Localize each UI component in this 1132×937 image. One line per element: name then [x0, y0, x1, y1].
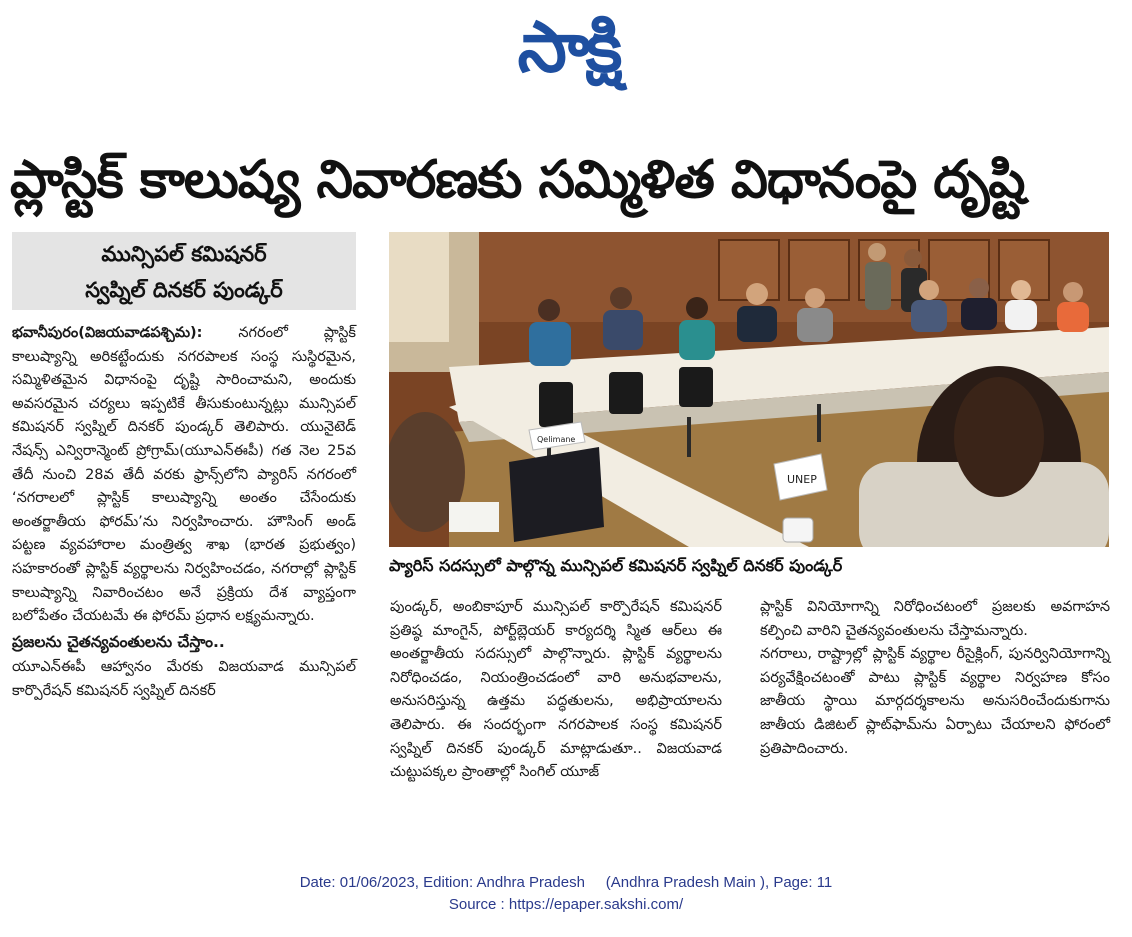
placard-unep: UNEP: [787, 473, 817, 486]
masthead-logo: సాక్షి: [517, 5, 619, 88]
photo-caption: ప్యారిస్ సదస్సులో పాల్గొన్న మున్సిపల్ కమిషనర్ స్వప్నిల్ దినకర్ పుండ్కర్: [389, 556, 843, 575]
paragraph-3: పుండ్కర్, అంబికాపూర్ మున్సిపల్ కార్పొరేషన్ కమిషనర్ ప్రతిష్ఠ మాంగైన్, పోర్ట్‌బ్లెయర్ కార్యదర్శి స్మిత ఆర్‌లు ఈ అంతర్జాతీయ సదస్సులో పాల్గొన్నారు. ప్లాస్టిక్ వ్యర్థాలను నిరోధించడం, నియంత్రించడంలో వారి అనుభవాలను, అనుసరిస్తున్న ఉత్తమ పద్ధతులను, అభిప్రాయాలను తెలిపారు. ఈ సందర్భంగా నగరపాలక సంస్థ కమిషనర్ స్వప్నిల్ దినకర్ పుండ్కర్ మాట్లాడుతూ.. విజయవాడ చుట్టుపక్కల ప్రాంతాల్లో సింగిల్ యూజ్: [390, 599, 722, 781]
kicker-line-2: స్వప్నిల్ దినకర్ పుండ్కర్: [85, 278, 283, 302]
dateline: భవానీపురం(విజయవాడపశ్చిమ):: [12, 325, 203, 341]
page-footer: [0, 872, 1132, 916]
article-subhead: ప్రజలను చైతన్యవంతులను చేస్తాం..: [12, 632, 225, 651]
footer-source-line: [0, 894, 1132, 916]
placard-qelimane: Qelimane: [537, 435, 576, 444]
paragraph-2: యూఎన్ఈపీ ఆహ్వానం మేరకు విజయవాడ మున్సిపల్ కార్పొరేషన్ కమిషనర్ స్వప్నిల్ దినకర్: [12, 659, 356, 699]
article-column-1: [12, 322, 356, 704]
meeting-photo: [389, 232, 1109, 547]
paragraph-4: ప్లాస్టిక్ వినియోగాన్ని నిరోధించటంలో ప్రజలకు అవగాహన కల్పించి వారిని చైతన్యవంతులను చేస్తామన్నారు.: [760, 599, 1110, 639]
footer-source-label: Source :: [448, 896, 509, 913]
article-kicker: [12, 232, 356, 310]
footer-date-line: Date: 01/06/2023, Edition: Andhra Pradesh (Andhra Pradesh Main ), Page: 11: [299, 874, 833, 891]
kicker-line-1: మున్సిపల్ కమిషనర్: [101, 242, 267, 266]
paragraph-1-text: నగరంలో ప్లాస్టిక్ కాలుష్యాన్ని అరికట్టేందుకు నగరపాలక సంస్థ సుస్థిరమైన, సమ్మిళితమైన విధానంపై దృష్టి సారించామని, అందుకు అవసరమైన చర్యలు ఇప్పటికే తీసుకుంటున్నట్లు మున్సిపల్ కమిషనర్ స్వప్నిల్ దినకర్ పుండ్కర్ తెలిపారు. యునైటెడ్ నేషన్స్ ఎన్విరాన్మెంట్ ప్రోగ్రామ్(యూఎన్ఈపీ) గత నెల 25వ తేదీ నుంచి 28వ తేదీ వరకు ఫ్రాన్స్‌లోని ప్యారిస్ నగరంలో ‘నగరాలలో ప్లాస్టిక్ కాలుష్యాన్ని అంతం చేసేందుకు అంతర్జాతీయ ఫోరమ్’ను నిర్వహించారు. హౌసింగ్ అండ్ పట్టణ వ్యవహారాల మంత్రిత్వ శాఖ (భారత ప్రభుత్వం) సహకారంతో ప్లాస్టిక్ వ్యర్థాలను నిర్వహించడం, నగరాల్లో ప్లాస్టిక్ కాలుష్యాన్ని నివారించటం అనే ప్రక్రియ దేశ వ్యాప్తంగా బలోపేతం చేయటమే ఈ ఫోరమ్ ప్రధాన లక్ష్యమన్నారు.: [12, 325, 356, 625]
article-column-2: [390, 596, 722, 785]
article-column-3: [760, 596, 1110, 761]
article-headline: ప్లాస్టిక్ కాలుష్య నివారణకు సమ్మిళిత విధానంపై దృష్టి: [10, 150, 1025, 210]
paragraph-1: [12, 322, 356, 629]
paragraph-5: నగరాలు, రాష్ట్రాల్లో ప్లాస్టిక్ వ్యర్థాల రీసైక్లింగ్, పునర్వినియోగాన్ని పర్యవేక్షించటంతో పాటు ప్లాస్టిక్ వ్యర్థాల నిర్వహణ కోసం జాతీయ స్థాయి మార్గదర్శకాలను అనుసరించేందుకుగాను జాతీయ డిజిటల్ ప్లాట్‌ఫామ్‌ను ఏర్పాటు చేయాలని ఫోరంలో ప్రతిపాదించారు.: [760, 646, 1110, 757]
footer-source-link[interactable]: https://epaper.sakshi.com/: [508, 896, 684, 913]
